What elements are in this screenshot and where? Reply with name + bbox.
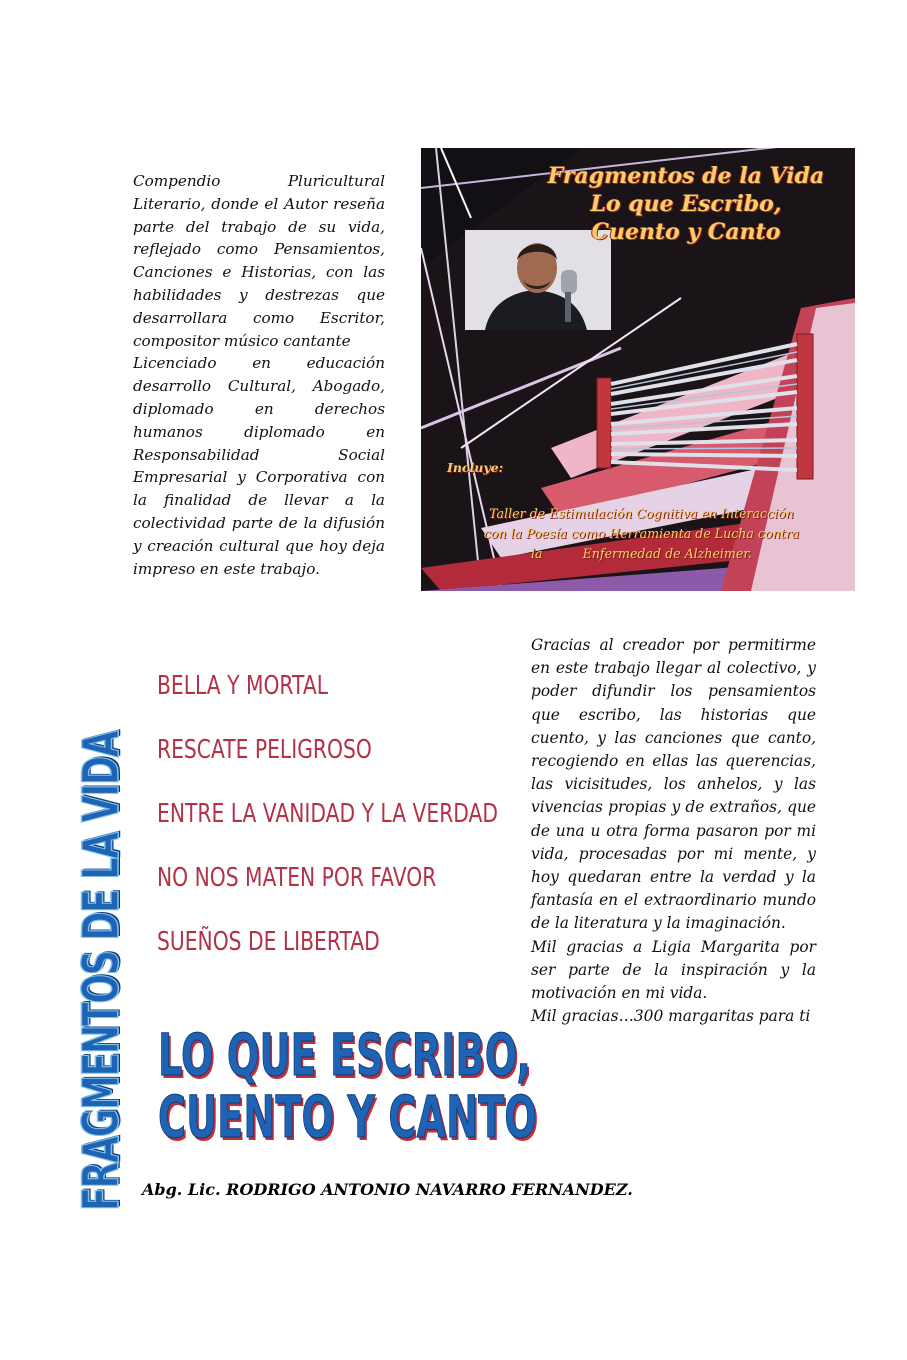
cover-title-line: Lo que Escribo,	[590, 191, 782, 217]
vertical-title-text: FRAGMENTOS DE LA VIDA	[72, 731, 130, 1211]
cover-title-line: Cuento y Canto	[591, 219, 781, 245]
vertical-book-title	[64, 691, 138, 1211]
intro-paragraph: Mil gracias…300 margaritas para ti	[531, 1007, 811, 1026]
blurb-paragraph: Licenciado en educación desarrollo Cultural, Abogado, diplomado en derechos humanos diplomado en Responsabilidad Social Empresarial y Corporativa con la finalidad de llevar a la colectividad parte de la difusión y creación cultural que hoy deja impreso en este trabajo.	[133, 354, 385, 578]
intro-paragraph: Mil gracias a Ligia Margarita por ser parte de la inspiración y la motivación en mi vida.	[531, 937, 816, 1003]
story-title: ENTRE LA VANIDAD Y LA VERDAD	[157, 799, 499, 829]
story-list	[157, 666, 517, 986]
intro-paragraph: Gracias al creador por permitirme en este trabajo llegar al colectivo, y poder difundir los pensamientos que escribo, las historias que cuento, y las canciones que canto, recogiendo en ellas las querencias, las vicisitudes, los anhelos, y las vivencias propias y de extraños, que de una u otra forma pasaron por mi vida, procesadas por mi mente, y hoy quedaran entre la verdad y la fantasía en el extraordinario mundo de la literatura y la imaginación.	[531, 636, 816, 933]
main-title-text: LO QUE ESCRIBO,	[158, 1021, 531, 1089]
workshop-line: Taller de Estimulación Cognitiva en Interacción	[489, 506, 794, 521]
cover-thumbnail	[421, 148, 855, 591]
story-item	[157, 922, 517, 986]
story-title: SUEÑOS DE LIBERTAD	[157, 927, 380, 957]
acknowledgement-text	[531, 634, 816, 1028]
cover-workshop-text	[439, 504, 844, 564]
main-title	[158, 1021, 858, 1151]
cover-title-line: Fragmentos de la Vida	[547, 163, 825, 189]
story-title: NO NOS MATEN POR FAVOR	[157, 863, 437, 893]
back-cover-blurb	[133, 170, 385, 580]
workshop-line: con la Poesía como Herramienta de Lucha contra	[483, 526, 800, 541]
story-title: BELLA Y MORTAL	[157, 671, 329, 701]
workshop-line: la Enfermedad de Alzheimer.	[531, 546, 752, 561]
main-title-line	[158, 1083, 858, 1151]
story-title: RESCATE PELIGROSO	[157, 735, 372, 765]
author-name: Abg. Lic. RODRIGO ANTONIO NAVARRO FERNANDEZ.	[142, 1180, 633, 1199]
cover-title	[521, 162, 851, 246]
story-item	[157, 794, 517, 858]
main-title-text: CUENTO Y CANTO	[158, 1083, 537, 1151]
story-item	[157, 666, 517, 730]
blurb-paragraph: Compendio Pluricultural Literario, donde el Autor reseña parte del trabajo de su vida, reflejado como Pensamientos, Canciones e Historias, con las habilidades y destrezas que desarrollara como Escritor, compositor músico cantante	[133, 172, 385, 350]
story-item	[157, 730, 517, 794]
story-item	[157, 858, 517, 922]
main-title-line	[158, 1021, 858, 1089]
cover-includes-label: Incluye:	[447, 460, 504, 475]
